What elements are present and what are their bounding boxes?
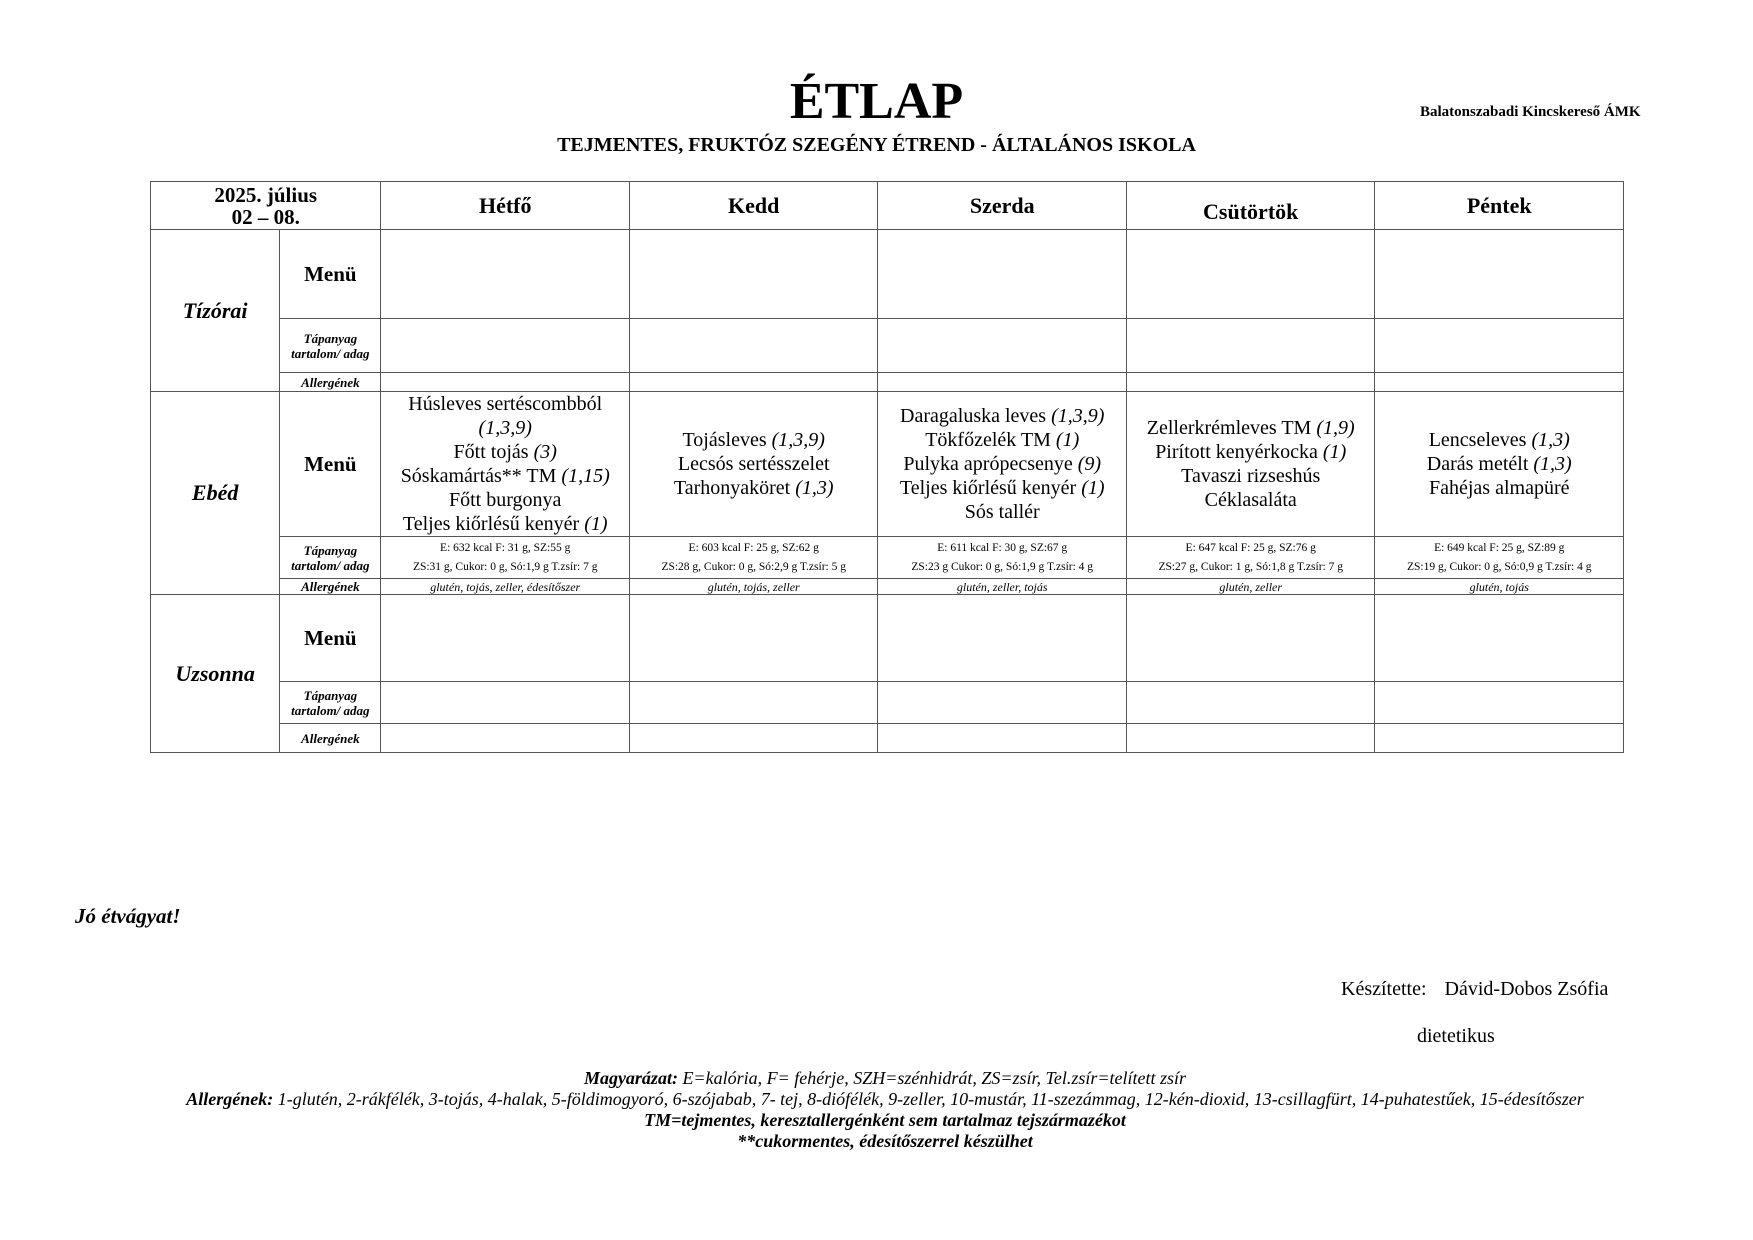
- allergens-row-label: Allergének: [280, 579, 381, 595]
- dish-line: [1127, 440, 1375, 464]
- dish-line: [630, 476, 878, 500]
- allergens-cell: [878, 373, 1127, 392]
- allergens-row-label: Allergének: [280, 724, 381, 753]
- nutrition-cell: [381, 537, 630, 579]
- prepared-label: Készítette:: [1341, 978, 1427, 1000]
- allergens-legend-label: Allergének:: [186, 1089, 274, 1109]
- dish-line: [381, 416, 629, 440]
- dish-name: Fahéjas almapüré: [1428, 477, 1570, 499]
- date-line-month: 2025. július: [214, 182, 318, 207]
- allergens-cell: [381, 373, 630, 392]
- dish-name: Tojásleves: [682, 429, 772, 451]
- dish-name: Lecsós sertésszelet: [677, 453, 830, 475]
- dish-line: [381, 488, 629, 512]
- menu-cell: [381, 392, 630, 537]
- dish-line: [878, 404, 1126, 428]
- day-header-5: Péntek: [1375, 182, 1624, 230]
- dish-name: Céklasaláta: [1204, 489, 1297, 511]
- nutrition-cell: [878, 319, 1127, 373]
- dish-name: Pirított kenyérkocka: [1155, 441, 1323, 463]
- allergen-code: (3): [533, 441, 557, 463]
- nutrition-line: E: 611 kcal F: 30 g, SZ:67 g: [937, 541, 1068, 554]
- menu-row-label: Menü: [280, 392, 381, 537]
- date-range-cell: [151, 182, 381, 230]
- menu-row-label: Menü: [280, 595, 381, 682]
- nutrition-cell: [1375, 319, 1624, 373]
- dish-line: [1375, 452, 1623, 476]
- dish-line: [1127, 488, 1375, 512]
- nutrition-row-label: Tápanyag tartalom/ adag: [280, 319, 381, 373]
- nutrition-row-label: Tápanyag tartalom/ adag: [280, 537, 381, 579]
- allergens-cell: [1375, 724, 1624, 753]
- nutrition-line: ZS:23 g Cukor: 0 g, Só:1,9 g T.zsír: 4 g: [911, 560, 1094, 573]
- nutrition-row-label: Tápanyag tartalom/ adag: [280, 682, 381, 724]
- allergens-cell: [1126, 373, 1375, 392]
- allergens-cell: glutén, zeller: [1126, 579, 1375, 595]
- nutrition-cell: [629, 319, 878, 373]
- allergen-code: (9): [1077, 453, 1102, 475]
- nutrition-line: ZS:27 g, Cukor: 1 g, Só:1,8 g T.zsír: 7 g: [1158, 560, 1343, 573]
- allergens-row-label: Allergének: [280, 373, 381, 392]
- nutrition-line: E: 649 kcal F: 25 g, SZ:89 g: [1434, 541, 1565, 554]
- day-header-3: Szerda: [878, 182, 1127, 230]
- allergen-code: (1,3): [795, 477, 834, 499]
- page-title: ÉTLAP: [789, 73, 964, 130]
- allergen-code: (1): [1081, 477, 1105, 499]
- allergens-cell: [629, 724, 878, 753]
- day-header-4: Csütörtök: [1126, 182, 1375, 230]
- dish-name: Zellerkrémleves TM: [1146, 417, 1317, 439]
- nutrition-line: E: 632 kcal F: 31 g, SZ:55 g: [440, 541, 571, 554]
- dish-line: [1127, 416, 1375, 440]
- menu-cell: [629, 230, 878, 319]
- nutrition-cell: [878, 682, 1127, 724]
- dish-name: Teljes kiőrlésű kenyér: [402, 513, 585, 535]
- dish-name: Daragaluska leves: [900, 405, 1052, 427]
- dish-name: Teljes kiőrlésű kenyér: [899, 477, 1082, 499]
- dish-line: [1375, 428, 1623, 452]
- allergen-code: (1): [1322, 441, 1347, 463]
- dish-name: Darás metélt: [1426, 453, 1534, 475]
- dish-line: [878, 500, 1126, 524]
- author-role: dietetikus: [1417, 1025, 1495, 1047]
- meal-name: Ebéd: [151, 392, 280, 595]
- dish-line: [630, 428, 878, 452]
- dish-line: [630, 452, 878, 476]
- explanation-label: Magyarázat:: [583, 1068, 678, 1088]
- allergens-cell: glutén, zeller, tojás: [878, 579, 1127, 595]
- author-line: [1341, 978, 1608, 1001]
- nutrition-cell: [1126, 682, 1375, 724]
- dish-name: Sós tallér: [964, 501, 1040, 523]
- allergens-cell: [1126, 724, 1375, 753]
- page-subtitle: TEJMENTES, FRUKTÓZ SZEGÉNY ÉTREND - ÁLTALÁNOS ISKOLA: [557, 134, 1196, 156]
- dish-line: [1375, 476, 1623, 500]
- meal-name: Uzsonna: [151, 595, 280, 753]
- allergens-legend-line: [110, 1089, 1660, 1110]
- allergen-code: (1,3,9): [478, 417, 532, 439]
- menu-row-label: Menü: [280, 230, 381, 319]
- allergen-code: (1,3): [1531, 429, 1570, 451]
- day-header-2: Kedd: [629, 182, 878, 230]
- dish-name: Sóskamártás** TM: [400, 465, 562, 487]
- legend-notes: [110, 1068, 1660, 1152]
- menu-cell: [1126, 392, 1375, 537]
- menu-cell: [1126, 230, 1375, 319]
- dish-name: Lencseleves: [1428, 429, 1532, 451]
- nutrition-line: ZS:19 g, Cukor: 0 g, Só:0,9 g T.zsír: 4 g: [1406, 560, 1592, 573]
- dish-name: Tavaszi rizseshús: [1181, 465, 1321, 487]
- nutrition-cell: [629, 682, 878, 724]
- sugar-note: **cukormentes, édesítőszerrel készülhet: [737, 1131, 1033, 1151]
- allergens-cell: glutén, tojás, zeller: [629, 579, 878, 595]
- nutrition-cell: [1126, 319, 1375, 373]
- nutrition-cell: [629, 537, 878, 579]
- allergen-code: (1): [584, 513, 608, 535]
- allergens-cell: glutén, tojás, zeller, édesítőszer: [381, 579, 630, 595]
- allergens-cell: [878, 724, 1127, 753]
- organization-name: Balatonszabadi Kincskereső ÁMK: [1420, 104, 1641, 120]
- dish-name: Főtt tojás: [453, 441, 534, 463]
- tm-note: TM=tejmentes, keresztallergénként sem tartalmaz tejszármazékot: [644, 1110, 1126, 1130]
- menu-cell: [381, 230, 630, 319]
- nutrition-line: ZS:31 g, Cukor: 0 g, Só:1,9 g T.zsír: 7 g: [412, 560, 598, 573]
- dish-name: Tarhonyaköret: [673, 477, 796, 499]
- menu-cell: [381, 595, 630, 682]
- menu-cell: [629, 392, 878, 537]
- explanation-text: E=kalória, F= fehérje, SZH=szénhidrát, ZS=zsír, Tel.zsír=telített zsír: [677, 1068, 1187, 1088]
- menu-cell: [878, 595, 1127, 682]
- allergen-code: (1,3,9): [771, 429, 825, 451]
- dish-line: [381, 440, 629, 464]
- dish-line: [1127, 464, 1375, 488]
- menu-cell: [629, 595, 878, 682]
- menu-cell: [1126, 595, 1375, 682]
- dish-line: [878, 452, 1126, 476]
- nutrition-line: E: 647 kcal F: 25 g, SZ:76 g: [1185, 541, 1316, 554]
- menu-table: [150, 181, 1624, 753]
- menu-cell: [878, 392, 1127, 537]
- nutrition-cell: [381, 319, 630, 373]
- day-header-1: Hétfő: [381, 182, 630, 230]
- allergens-cell: glutén, tojás: [1375, 579, 1624, 595]
- allergen-code: (1,9): [1316, 417, 1355, 439]
- dish-line: [381, 464, 629, 488]
- dish-name: Főtt burgonya: [449, 489, 562, 511]
- allergens-cell: [381, 724, 630, 753]
- allergen-code: (1,3,9): [1051, 405, 1105, 427]
- allergen-code: (1,15): [561, 465, 610, 487]
- allergens-cell: [1375, 373, 1624, 392]
- nutrition-cell: [878, 537, 1127, 579]
- nutrition-cell: [1375, 537, 1624, 579]
- dish-line: [878, 428, 1126, 452]
- dish-name: Pulyka aprópecsenye: [903, 453, 1078, 475]
- dish-line: [381, 392, 629, 416]
- menu-cell: [1375, 595, 1624, 682]
- greeting: Jó étvágyat!: [75, 904, 181, 928]
- dish-name: Tökfőzelék TM: [925, 429, 1056, 451]
- nutrition-cell: [1375, 682, 1624, 724]
- dish-line: [878, 476, 1126, 500]
- dish-line: [381, 512, 629, 536]
- dish-name: Húsleves sertéscombból: [408, 393, 603, 415]
- allergens-legend-text: 1-glutén, 2-rákfélék, 3-tojás, 4-halak, 5-földimogyoró, 6-szójabab, 7- tej, 8-diófélék, 9-zeller, 10-mustár, 11-szezámmag, 12-kén-dioxid, 13-csillagfürt, 14-puhatestűek, 15-édesítőszer: [273, 1089, 1584, 1109]
- author-name: Dávid-Dobos Zsófia: [1444, 978, 1609, 1000]
- nutrition-cell: [1126, 537, 1375, 579]
- menu-cell: [1375, 230, 1624, 319]
- allergen-code: (1,3): [1533, 453, 1572, 475]
- nutrition-line: ZS:28 g, Cukor: 0 g, Só:2,9 g T.zsír: 5 g: [661, 560, 846, 573]
- meal-name: Tízórai: [151, 230, 280, 392]
- allergen-code: (1): [1055, 429, 1080, 451]
- explanation-line: [110, 1068, 1660, 1089]
- date-line-range: 02 – 08.: [231, 204, 300, 229]
- nutrition-line: E: 603 kcal F: 25 g, SZ:62 g: [688, 541, 819, 554]
- allergens-cell: [629, 373, 878, 392]
- menu-cell: [1375, 392, 1624, 537]
- nutrition-cell: [381, 682, 630, 724]
- menu-cell: [878, 230, 1127, 319]
